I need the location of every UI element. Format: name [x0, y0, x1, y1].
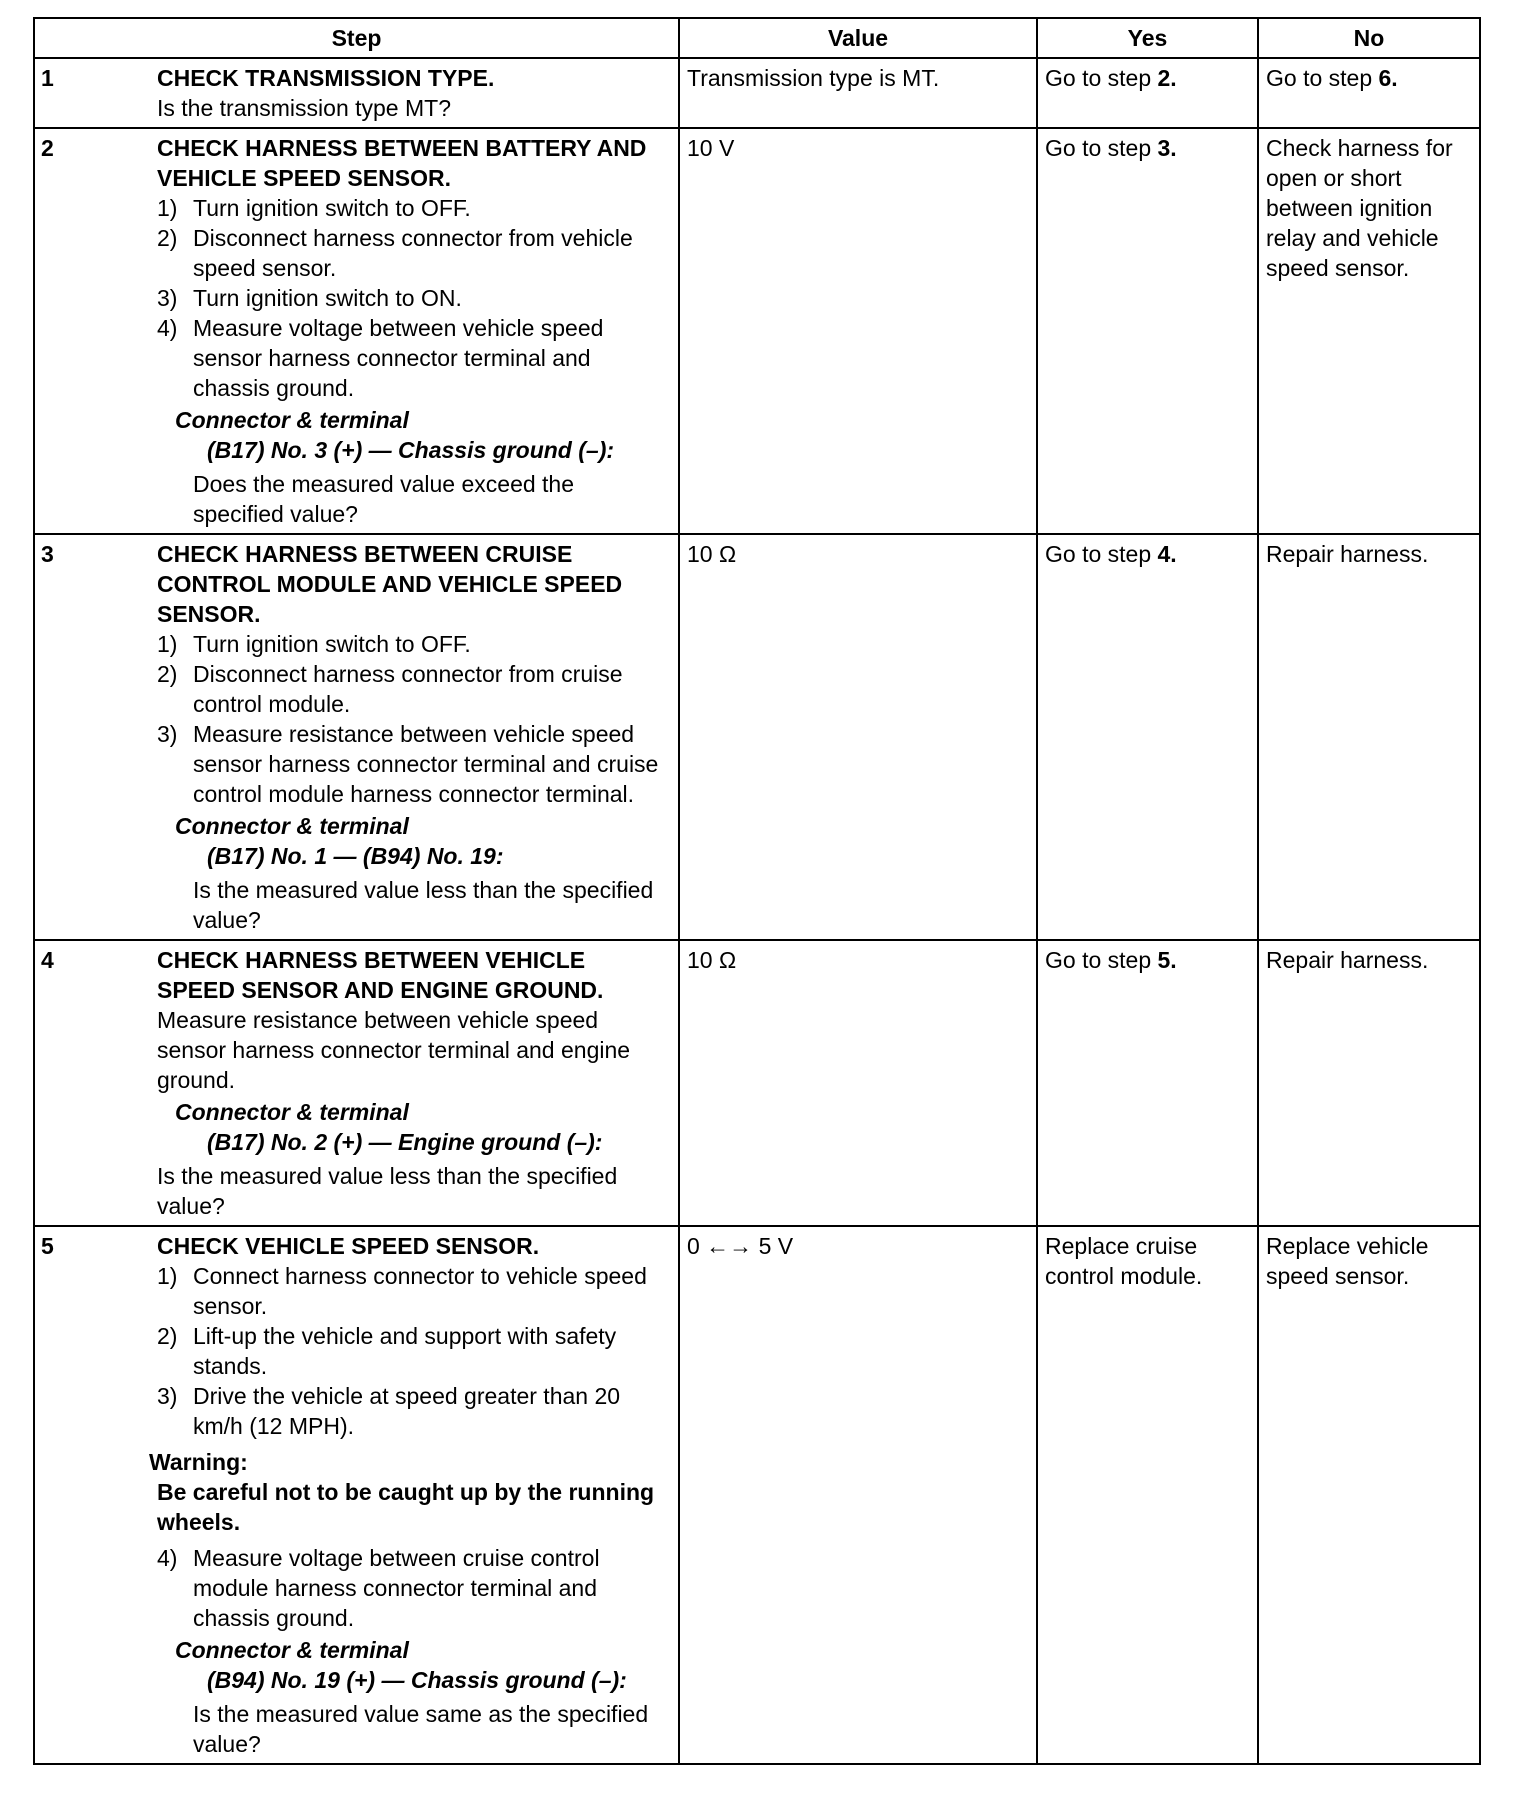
table-row [34, 58, 1480, 128]
list-item-number: 2) [157, 1323, 178, 1349]
list-item-text: Measure voltage between cruise control module harness connector terminal and chassis ground. [193, 1545, 600, 1631]
yes-text: Go to step [1045, 65, 1158, 91]
step-question: Is the transmission type MT? [157, 95, 451, 121]
yes-text: Go to step [1045, 947, 1158, 973]
header-no: No [1258, 18, 1480, 58]
list-item-number: 1) [157, 631, 178, 657]
value-cell: Transmission type is MT. [679, 58, 1037, 128]
list-item-text: Turn ignition switch to OFF. [193, 631, 471, 657]
list-item-text: Connect harness connector to vehicle speed sensor. [193, 1263, 647, 1319]
yes-cell [1037, 58, 1258, 128]
list-item [157, 283, 669, 313]
step-question: Is the measured value less than the specified value? [193, 877, 654, 933]
list-item-text: Measure voltage between vehicle speed sensor harness connector terminal and chassis ground. [193, 315, 604, 401]
table-row [34, 128, 1480, 534]
list-item-number: 1) [157, 195, 178, 221]
list-item [157, 1381, 669, 1441]
step-cell [34, 128, 679, 534]
no-text: Go to step [1266, 65, 1379, 91]
list-item [157, 659, 669, 719]
step-question: Is the measured value same as the specified value? [193, 1701, 649, 1757]
step-number: 3 [41, 541, 54, 567]
yes-text: Go to step [1045, 135, 1158, 161]
step-question: Is the measured value less than the specified value? [157, 1163, 618, 1219]
step-title: CHECK HARNESS BETWEEN BATTERY AND VEHICLE SPEED SENSOR. [157, 135, 647, 191]
connector-terminal: (B17) No. 3 (+) — Chassis ground (–): [207, 437, 615, 463]
yes-step-ref: 3. [1157, 135, 1177, 161]
table-row [34, 940, 1480, 1226]
no-cell: Repair harness. [1258, 534, 1480, 940]
step-title: CHECK VEHICLE SPEED SENSOR. [157, 1233, 540, 1259]
list-item-text: Lift-up the vehicle and support with safety stands. [193, 1323, 617, 1379]
list-item-number: 2) [157, 661, 178, 687]
connector-heading: Connector & terminal [175, 407, 409, 433]
list-item [157, 223, 669, 283]
step-cell [34, 940, 679, 1226]
no-step-ref: 6. [1378, 65, 1398, 91]
step-number: 1 [41, 65, 54, 91]
no-cell: Check harness for open or short between ignition relay and vehicle speed sensor. [1258, 128, 1480, 534]
list-item-text: Measure resistance between vehicle speed sensor harness connector terminal and cruise control module harness connector terminal. [193, 721, 659, 807]
header-value: Value [679, 18, 1037, 58]
header-yes: Yes [1037, 18, 1258, 58]
list-item [157, 313, 669, 403]
step-number: 5 [41, 1233, 54, 1259]
step-title: CHECK TRANSMISSION TYPE. [157, 65, 495, 91]
table-row [34, 1226, 1480, 1764]
list-item [157, 1261, 669, 1321]
no-cell [1258, 58, 1480, 128]
yes-text: Go to step [1045, 541, 1158, 567]
list-item-number: 3) [157, 721, 178, 747]
warning-text: Be careful not to be caught up by the running wheels. [157, 1479, 655, 1535]
list-item-number: 2) [157, 225, 178, 251]
header-row [34, 18, 1480, 58]
value-cell: 0 ←→ 5 V [679, 1226, 1037, 1764]
yes-step-ref: 2. [1157, 65, 1177, 91]
list-item-text: Turn ignition switch to ON. [193, 285, 462, 311]
step-title: CHECK HARNESS BETWEEN VEHICLE SPEED SENSOR AND ENGINE GROUND. [157, 947, 604, 1003]
value-cell: 10 V [679, 128, 1037, 534]
yes-step-ref: 4. [1157, 541, 1177, 567]
list-item [157, 1321, 669, 1381]
list-item-text: Disconnect harness connector from cruise control module. [193, 661, 623, 717]
yes-cell [1037, 940, 1258, 1226]
list-item [157, 1543, 669, 1633]
value-cell: 10 Ω [679, 940, 1037, 1226]
list-item-text: Disconnect harness connector from vehicle speed sensor. [193, 225, 633, 281]
yes-cell: Replace cruise control module. [1037, 1226, 1258, 1764]
list-item [157, 719, 669, 809]
list-item [157, 193, 669, 223]
list-item-number: 3) [157, 1383, 178, 1409]
yes-cell [1037, 534, 1258, 940]
header-step: Step [34, 18, 679, 58]
step-number: 4 [41, 947, 54, 973]
step-question: Does the measured value exceed the specified value? [193, 471, 575, 527]
list-item-text: Turn ignition switch to OFF. [193, 195, 471, 221]
yes-cell [1037, 128, 1258, 534]
list-item-number: 1) [157, 1263, 178, 1289]
step-cell [34, 534, 679, 940]
list-item-number: 3) [157, 285, 178, 311]
step-cell [34, 58, 679, 128]
connector-heading: Connector & terminal [175, 813, 409, 839]
connector-heading: Connector & terminal [175, 1099, 409, 1125]
list-item [157, 629, 669, 659]
connector-terminal: (B17) No. 2 (+) — Engine ground (–): [207, 1129, 603, 1155]
diagnostic-table [33, 17, 1481, 1765]
list-item-number: 4) [157, 315, 178, 341]
step-instruction: Measure resistance between vehicle speed sensor harness connector terminal and engine ground. [157, 1007, 631, 1093]
step-number: 2 [41, 135, 54, 161]
table-row [34, 534, 1480, 940]
connector-terminal: (B94) No. 19 (+) — Chassis ground (–): [207, 1667, 627, 1693]
step-cell [34, 1226, 679, 1764]
yes-step-ref: 5. [1157, 947, 1177, 973]
list-item-text: Drive the vehicle at speed greater than 20 km/h (12 MPH). [193, 1383, 621, 1439]
no-cell: Replace vehicle speed sensor. [1258, 1226, 1480, 1764]
step-title: CHECK HARNESS BETWEEN CRUISE CONTROL MODULE AND VEHICLE SPEED SENSOR. [157, 541, 623, 627]
value-cell: 10 Ω [679, 534, 1037, 940]
connector-terminal: (B17) No. 1 — (B94) No. 19: [207, 843, 504, 869]
list-item-number: 4) [157, 1545, 178, 1571]
connector-heading: Connector & terminal [175, 1637, 409, 1663]
no-cell: Repair harness. [1258, 940, 1480, 1226]
warning-label: Warning: [149, 1449, 248, 1475]
